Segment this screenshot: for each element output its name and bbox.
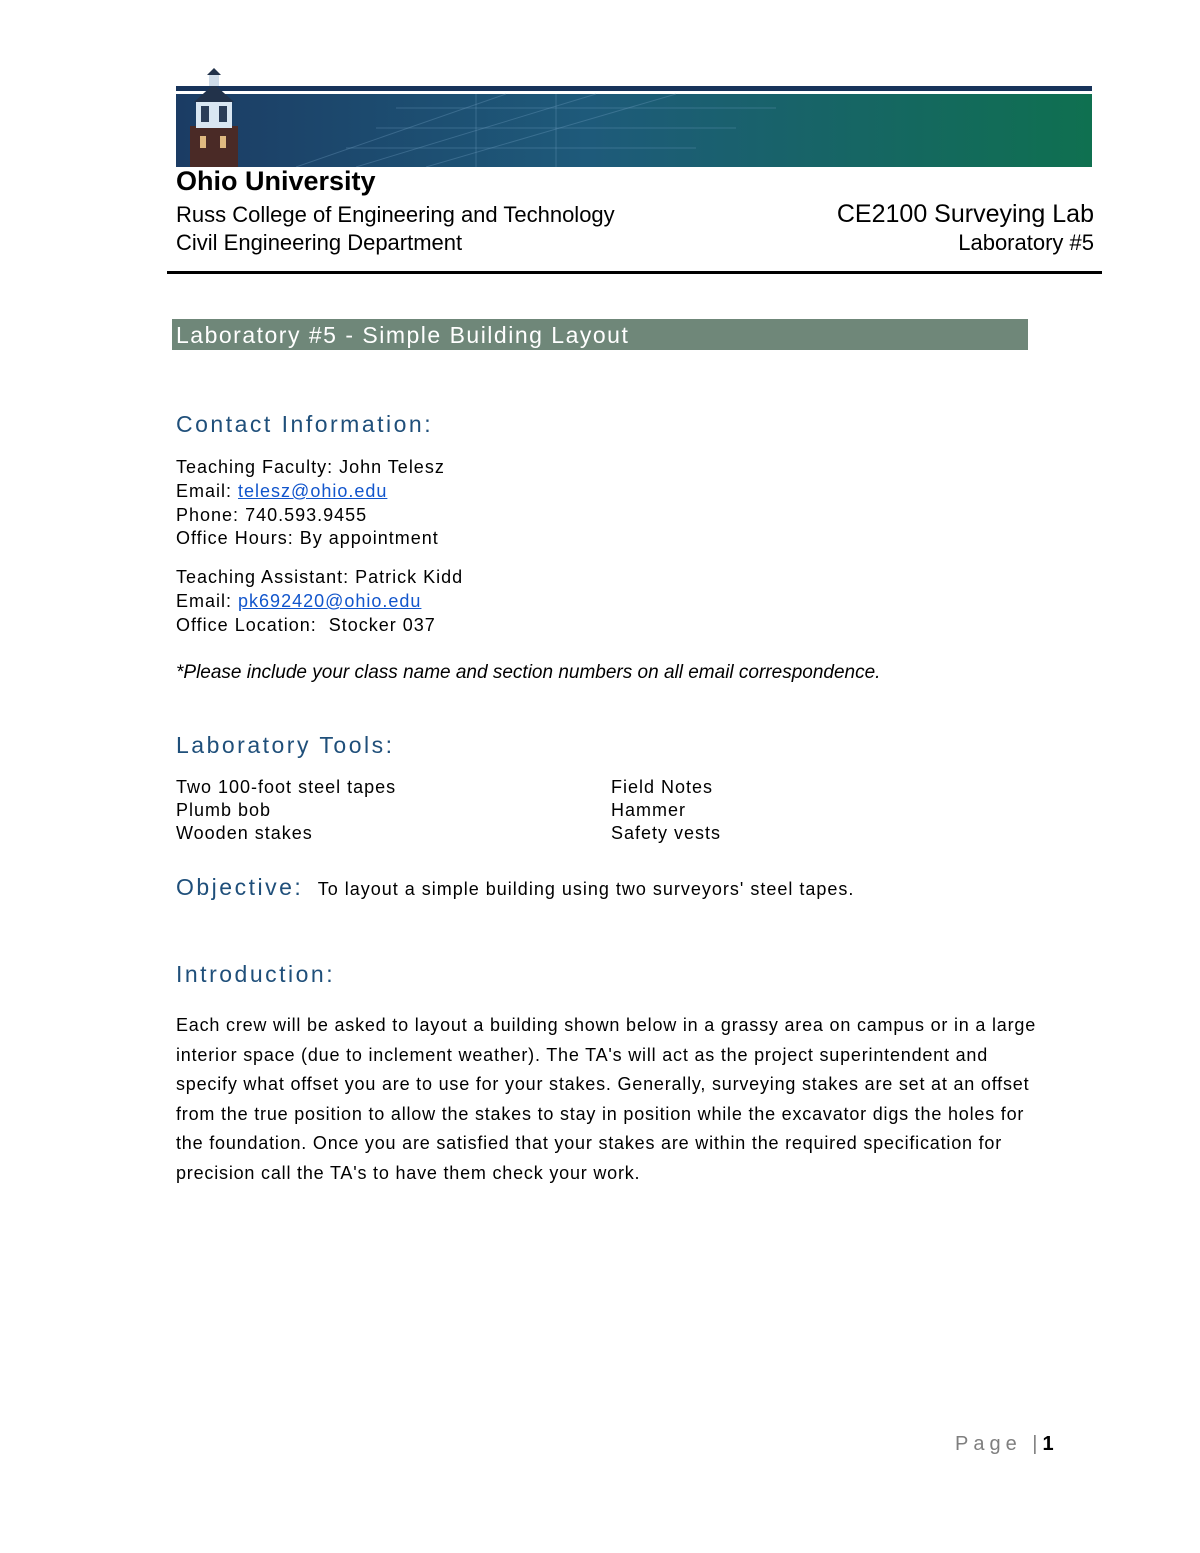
- tools-list: [176, 777, 911, 844]
- course-name: CE2100 Surveying Lab: [836, 200, 1094, 228]
- tool-item: Field Notes: [611, 777, 714, 797]
- contact-heading: Contact Information:: [176, 411, 434, 437]
- objective: [176, 874, 854, 901]
- ta-line: Teaching Assistant: Patrick Kidd: [176, 567, 464, 587]
- objective-label: Objective:: [176, 874, 304, 900]
- lab-number: Laboratory #5: [958, 230, 1094, 255]
- tool-item: Wooden stakes: [176, 823, 313, 843]
- document-title: Laboratory #5 - Simple Building Layout: [172, 319, 1028, 350]
- tower-icon: [190, 68, 238, 167]
- introduction-text: Each crew will be asked to layout a building shown below in a grassy area on campus or in a large interior space (due to inclement weather). The TA's will act as the project superintendent and specify what offset you are to use for your stakes. Generally, surveying stakes are set at an offset from the true position to allow the stakes to stay in position while the excavator digs the holes for the foundation. Once you are satisfied that your stakes are within the required specification for precision call the TA's to have them check your work.: [176, 1015, 1037, 1183]
- header-banner: [176, 68, 1092, 167]
- faculty-email-line: Email: telesz@ohio.edu: [176, 481, 388, 501]
- tools-heading: Laboratory Tools:: [176, 732, 395, 758]
- office-location-line: Office Location: Stocker 037: [176, 615, 436, 635]
- ta-email-link[interactable]: pk692420@ohio.edu: [238, 591, 422, 611]
- tool-item: Two 100-foot steel tapes: [176, 777, 397, 797]
- objective-text: To layout a simple building using two surveyors' steel tapes.: [317, 879, 855, 899]
- ta-email-line: Email: pk692420@ohio.edu: [176, 591, 422, 611]
- office-hours-line: Office Hours: By appointment: [176, 528, 439, 548]
- university-name: Ohio University: [176, 166, 376, 196]
- tool-item: Hammer: [611, 800, 687, 820]
- header-row-2: [176, 230, 1094, 256]
- introduction-heading: Introduction:: [176, 961, 336, 987]
- phone-line: Phone: 740.593.9455: [176, 505, 368, 525]
- page-number: Page |1: [955, 1433, 1054, 1455]
- faculty-line: Teaching Faculty: John Telesz: [176, 457, 445, 477]
- tool-item: Plumb bob: [176, 800, 272, 820]
- header-row-1: [176, 200, 1094, 229]
- header-divider: [167, 271, 1102, 274]
- faculty-email-link[interactable]: telesz@ohio.edu: [238, 481, 388, 501]
- tool-item: Safety vests: [611, 823, 722, 843]
- college-name: Russ College of Engineering and Technology: [176, 202, 615, 227]
- email-note: *Please include your class name and section numbers on all email correspondence.: [176, 662, 881, 683]
- department-name: Civil Engineering Department: [176, 230, 463, 255]
